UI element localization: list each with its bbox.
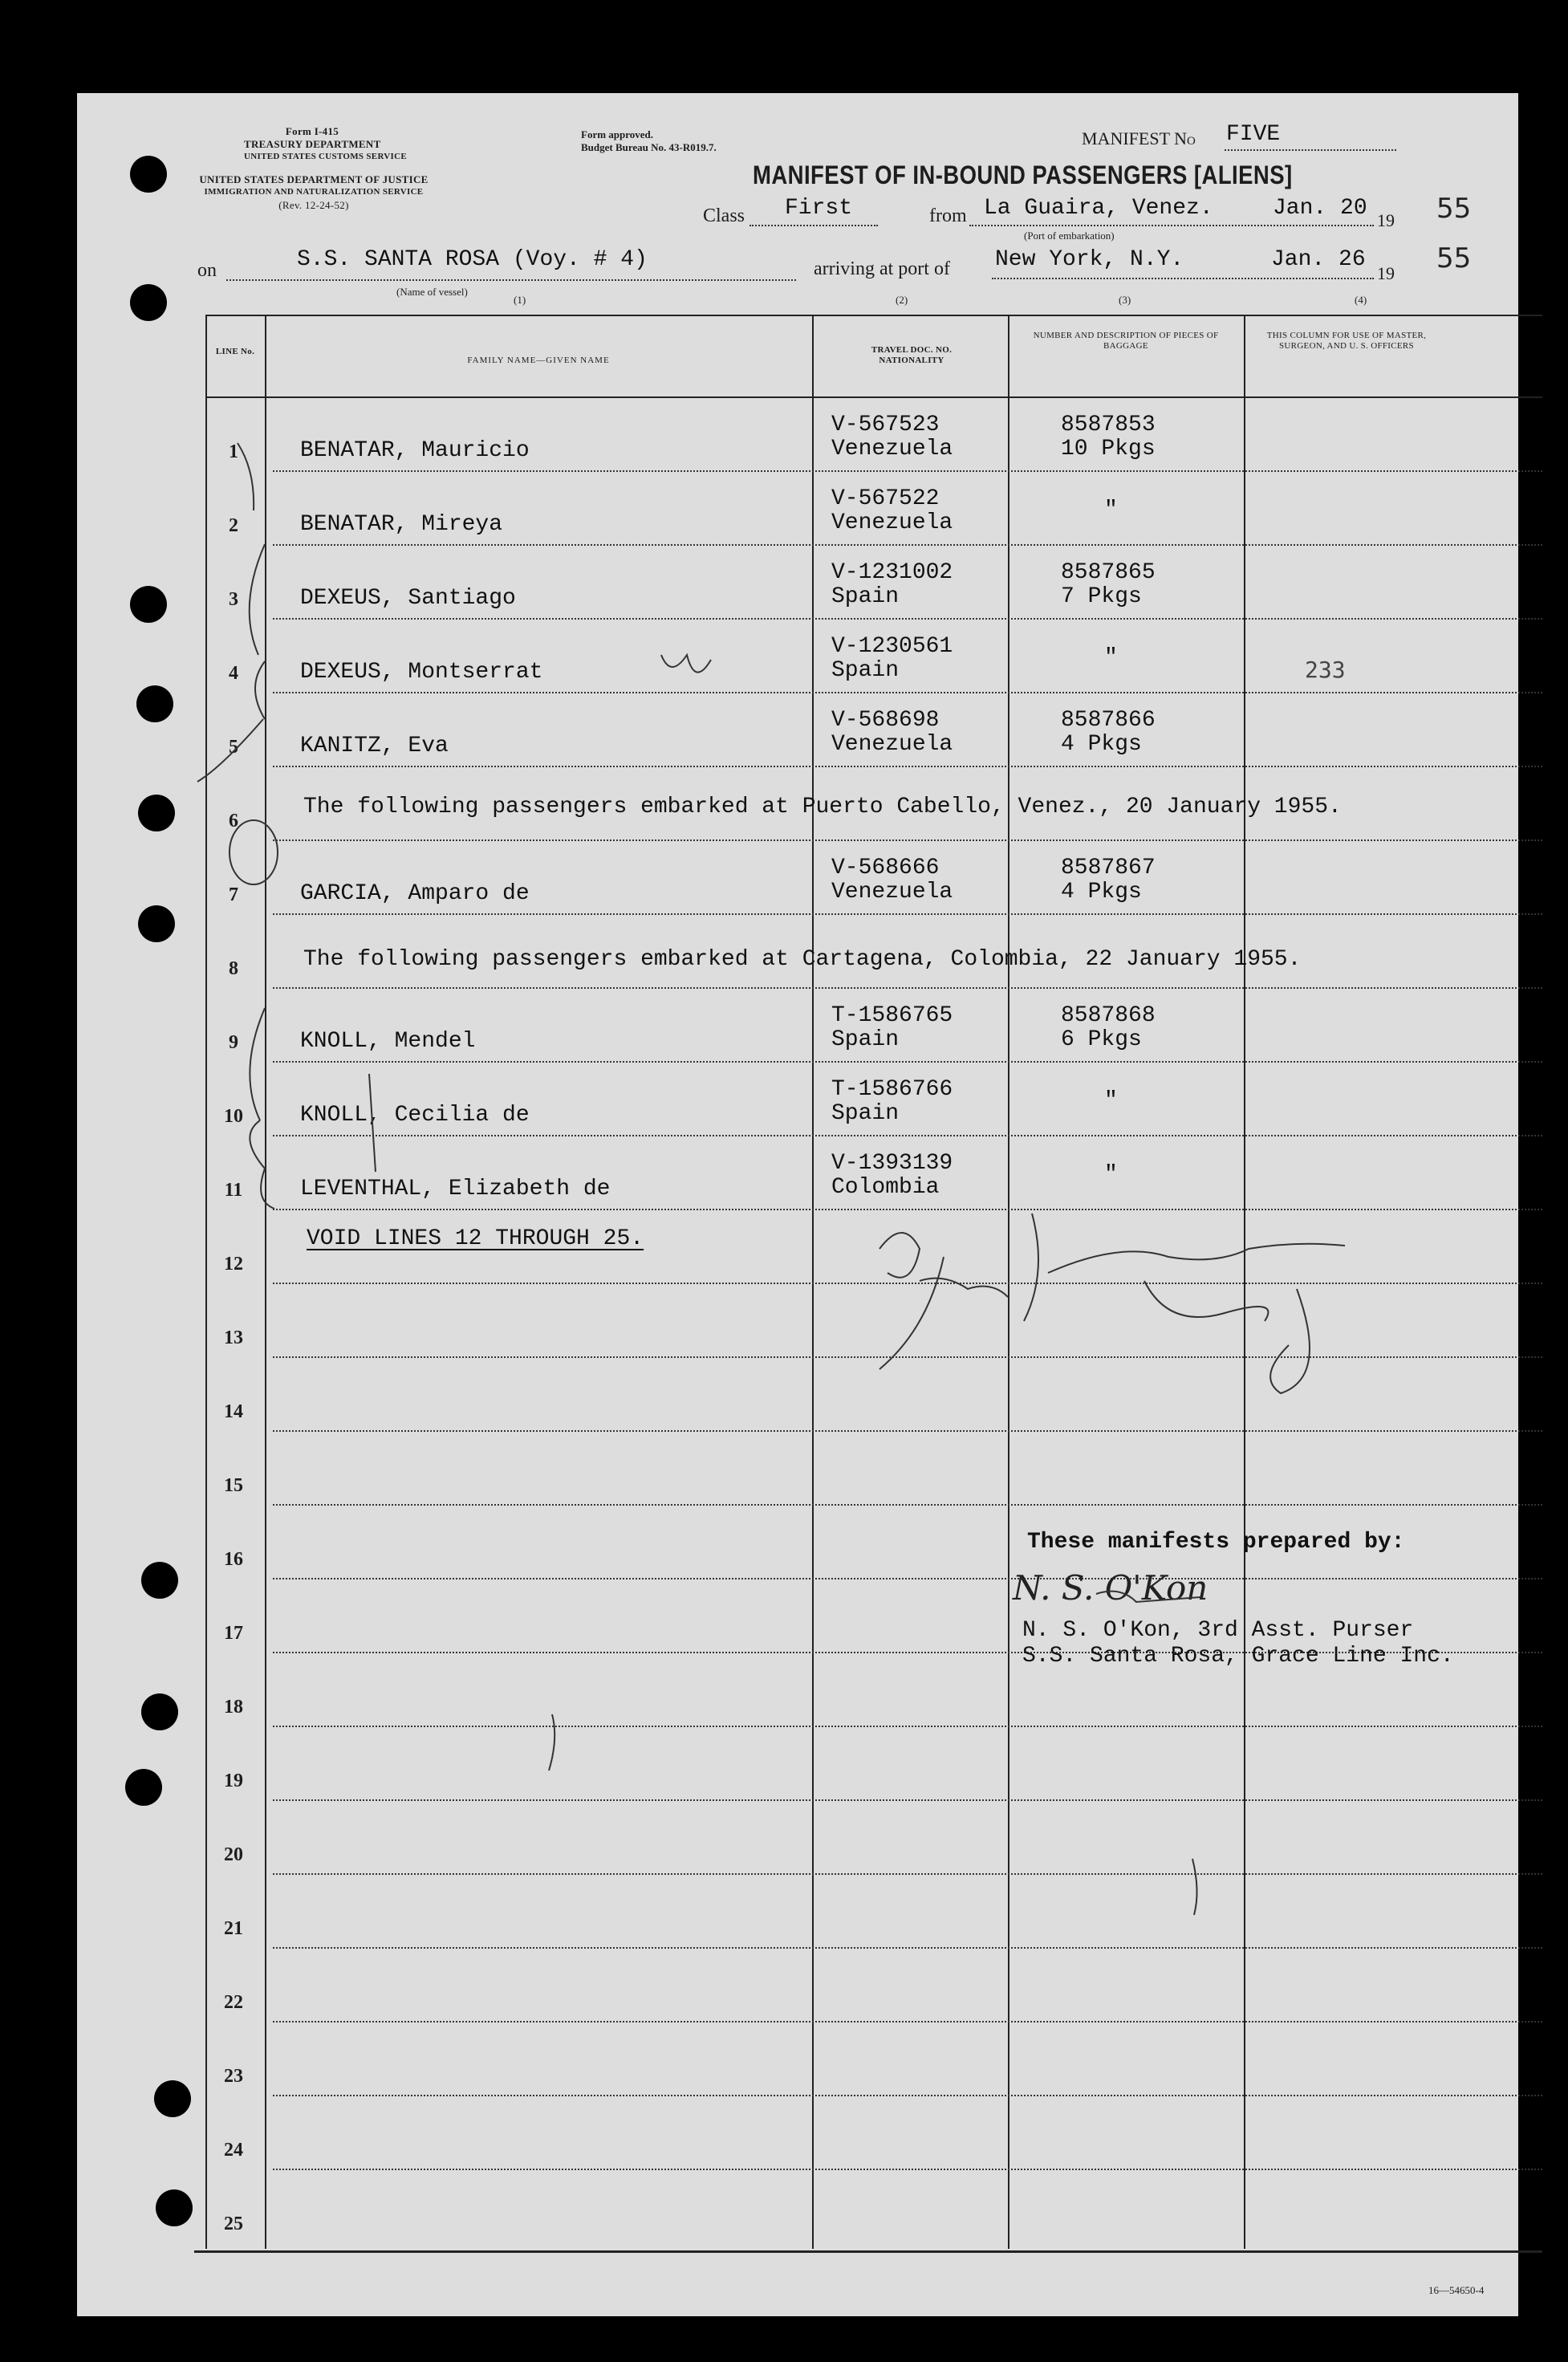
- header-line-no: LINE No.: [215, 347, 255, 356]
- passenger-name: DEXEUS, Santiago: [300, 586, 516, 611]
- form-approved: Form approved.: [581, 128, 654, 140]
- header-travel-doc: TRAVEL DOC. NO. NATIONALITY: [871, 345, 953, 365]
- baggage-pieces: 7 Pkgs: [1061, 584, 1142, 609]
- footer-form-code: 16—54650-4: [1428, 2284, 1485, 2296]
- line-number: 18: [224, 1697, 243, 1718]
- nationality: Spain: [831, 584, 900, 609]
- baggage-ditto: ": [1104, 1162, 1118, 1187]
- nationality: Spain: [831, 1027, 900, 1052]
- passenger-name: BENATAR, Mireya: [300, 512, 503, 537]
- manifest-no-label: MANIFEST No: [1082, 128, 1196, 148]
- baggage-ditto: ": [1104, 498, 1118, 522]
- manifest-title: MANIFEST OF IN-BOUND PASSENGERS [ALIENS]: [753, 161, 1293, 189]
- passenger-name: KNOLL, Cecilia de: [300, 1103, 530, 1128]
- nationality: Venezuela: [831, 437, 953, 461]
- travel-doc-no: T-1586765: [831, 1003, 953, 1028]
- nationality: Venezuela: [831, 880, 953, 905]
- dept-customs: UNITED STATES CUSTOMS SERVICE: [244, 152, 408, 161]
- arrival-date: Jan. 26: [1271, 247, 1366, 272]
- vessel-caption: (Name of vessel): [396, 286, 468, 298]
- dept-immigration: IMMIGRATION AND NATURALIZATION SERVICE: [204, 187, 424, 197]
- manifest-sheet: [77, 93, 1518, 2316]
- line-number: 6: [229, 811, 238, 831]
- baggage-pieces: 6 Pkgs: [1061, 1027, 1142, 1052]
- travel-doc-no: V-1231002: [831, 560, 953, 585]
- arriving-label: arriving at port of: [814, 258, 950, 279]
- dept-justice: UNITED STATES DEPARTMENT OF JUSTICE: [199, 173, 429, 185]
- vessel-name: S.S. SANTA ROSA (Voy. # 4): [297, 247, 648, 272]
- preparer-signature: N. S. O'Kon: [1013, 1568, 1208, 1608]
- line-number: 17: [224, 1623, 243, 1644]
- arrival-year: 55: [1436, 242, 1472, 274]
- preparer-heading: These manifests prepared by:: [1027, 1530, 1405, 1555]
- passenger-name: DEXEUS, Montserrat: [300, 660, 543, 685]
- line-number: 14: [224, 1401, 243, 1422]
- arrival-century: 19: [1377, 263, 1395, 283]
- travel-doc-no: V-568666: [831, 856, 940, 880]
- line-number: 5: [229, 737, 238, 758]
- line-number: 24: [224, 2140, 243, 2161]
- officer-mark: 233: [1305, 657, 1346, 683]
- col4-caption: (4): [1355, 294, 1367, 306]
- port-embark-caption: (Port of embarkation): [1024, 230, 1115, 242]
- nationality: Spain: [831, 658, 900, 683]
- header-name: FAMILY NAME—GIVEN NAME: [467, 356, 610, 365]
- on-label: on: [197, 260, 217, 281]
- baggage-number: 8587853: [1061, 413, 1156, 437]
- line8-note: The following passengers embarked at Cartagena, Colombia, 22 January 1955.: [303, 947, 1302, 972]
- baggage-pieces: 4 Pkgs: [1061, 880, 1142, 905]
- line-number: 23: [224, 2066, 243, 2087]
- header-baggage: NUMBER AND DESCRIPTION OF PIECES OF BAGGAGE: [1033, 331, 1219, 351]
- void-lines-note: VOID LINES 12 THROUGH 25.: [307, 1226, 644, 1251]
- line6-note: The following passengers embarked at Puerto Cabello, Venez., 20 January 1955.: [303, 795, 1342, 819]
- travel-doc-no: T-1586766: [831, 1077, 953, 1102]
- baggage-number: 8587865: [1061, 560, 1156, 585]
- embark-date: Jan. 20: [1273, 196, 1367, 221]
- baggage-ditto: ": [1104, 1088, 1118, 1113]
- passenger-name: KANITZ, Eva: [300, 734, 449, 758]
- line-number: 22: [224, 1992, 243, 2013]
- line-number: 7: [229, 884, 238, 905]
- line-number: 9: [229, 1032, 238, 1053]
- nationality: Spain: [831, 1101, 900, 1126]
- line-number: 25: [224, 2214, 243, 2234]
- baggage-pieces: 10 Pkgs: [1061, 437, 1156, 461]
- nationality: Colombia: [831, 1175, 940, 1200]
- line-number: 11: [224, 1180, 243, 1201]
- baggage-ditto: ": [1104, 645, 1118, 670]
- travel-doc-no: V-1393139: [831, 1151, 953, 1176]
- col3-caption: (3): [1119, 294, 1131, 306]
- line-number: 15: [224, 1475, 243, 1496]
- line-number: 4: [229, 663, 238, 684]
- preparer-ship: S.S. Santa Rosa, Grace Line Inc.: [1022, 1644, 1454, 1669]
- passenger-name: BENATAR, Mauricio: [300, 438, 530, 463]
- nationality: Venezuela: [831, 732, 953, 757]
- baggage-pieces: 4 Pkgs: [1061, 732, 1142, 757]
- line-number: 21: [224, 1918, 243, 1939]
- embark-year: 55: [1436, 193, 1472, 225]
- manifest-no-value: FIVE: [1226, 122, 1281, 147]
- travel-doc-no: V-567522: [831, 486, 940, 511]
- line-number: 2: [229, 515, 238, 536]
- header-officers: THIS COLUMN FOR USE OF MASTER, SURGEON, AND U. S. OFFICERS: [1266, 331, 1427, 351]
- line-number: 20: [224, 1844, 243, 1865]
- from-label: from: [929, 205, 967, 226]
- passenger-name: LEVENTHAL, Elizabeth de: [300, 1177, 611, 1201]
- arrival-port: New York, N.Y.: [995, 247, 1184, 272]
- preparer-name: N. S. O'Kon, 3rd Asst. Purser: [1022, 1618, 1414, 1643]
- line-number: 12: [224, 1254, 243, 1275]
- form-number: Form I-415: [285, 125, 339, 137]
- line-number: 8: [229, 958, 238, 979]
- travel-doc-no: V-1230561: [831, 634, 953, 659]
- from-value: La Guaira, Venez.: [984, 196, 1213, 221]
- dept-treasury: TREASURY DEPARTMENT: [244, 138, 381, 150]
- travel-doc-no: V-567523: [831, 413, 940, 437]
- baggage-number: 8587867: [1061, 856, 1156, 880]
- line-number: 3: [229, 589, 238, 610]
- line-number: 19: [224, 1770, 243, 1791]
- class-value: First: [785, 196, 853, 221]
- baggage-number: 8587868: [1061, 1003, 1156, 1028]
- budget-bureau: Budget Bureau No. 43-R019.7.: [581, 141, 717, 153]
- line-number: 13: [224, 1327, 243, 1348]
- passenger-name: KNOLL, Mendel: [300, 1029, 476, 1054]
- embark-century: 19: [1377, 210, 1395, 230]
- passenger-name: GARCIA, Amparo de: [300, 881, 530, 906]
- form-revision: (Rev. 12-24-52): [278, 199, 349, 211]
- col2-caption: (2): [896, 294, 908, 306]
- handwritten-marks: [77, 93, 1518, 2316]
- col1-caption: (1): [514, 294, 526, 306]
- baggage-number: 8587866: [1061, 708, 1156, 733]
- line-number: 1: [229, 441, 238, 462]
- nationality: Venezuela: [831, 510, 953, 535]
- line-number: 16: [224, 1549, 243, 1570]
- travel-doc-no: V-568698: [831, 708, 940, 733]
- line-number: 10: [224, 1106, 243, 1127]
- class-label: Class: [703, 205, 745, 226]
